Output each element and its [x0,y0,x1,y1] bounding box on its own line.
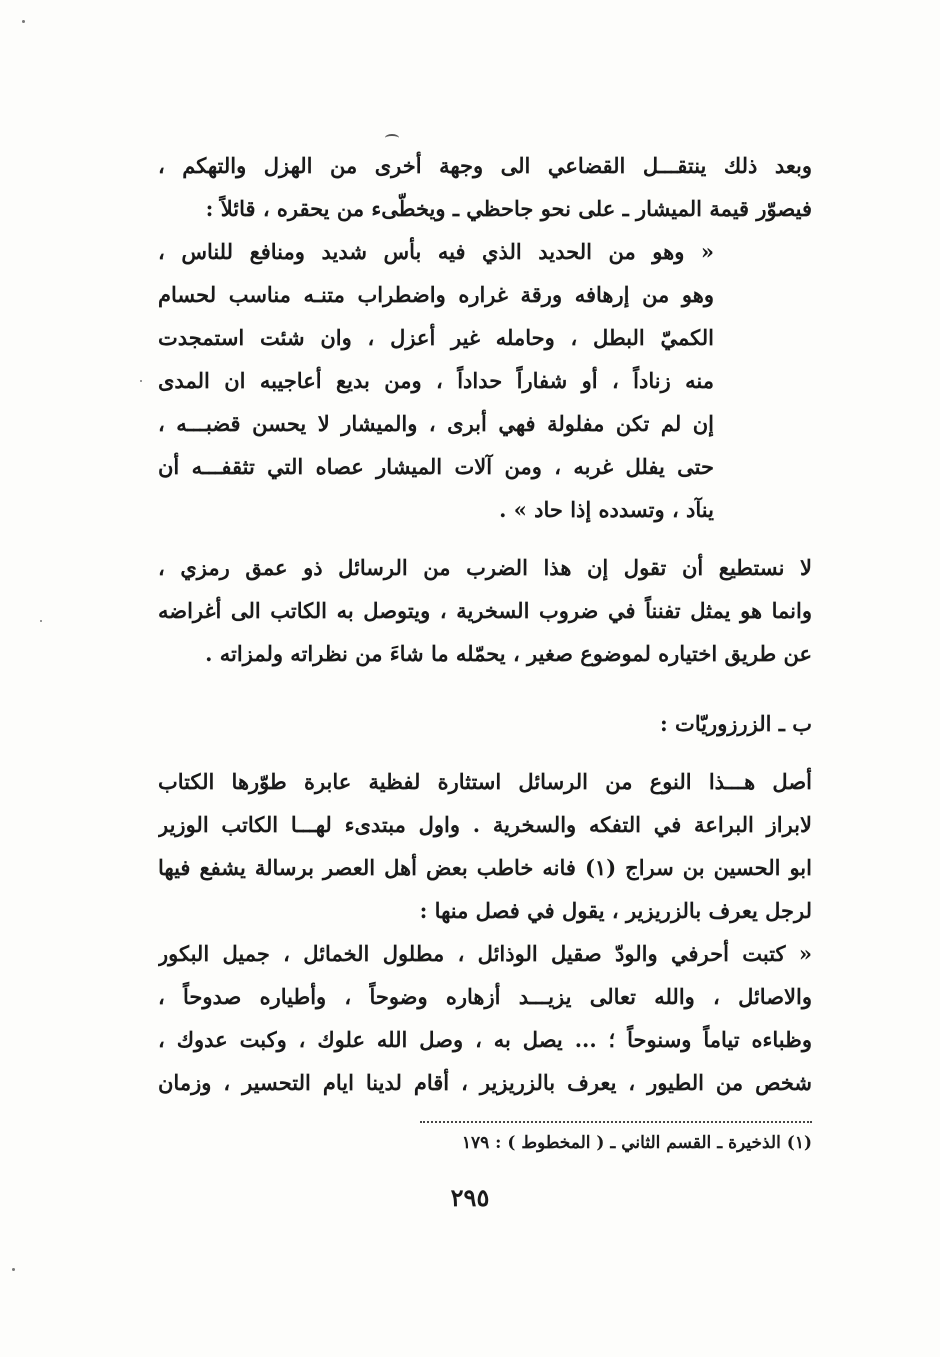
text-line: ابو الحسين بن سراج (١) فانه خاطب بعض أهل العصر برسالة يشفع فيها [158,855,812,880]
text-line: فيصوّر قيمة الميشار ـ على نحو جاحظي ـ ويخطّىء من يحقره ، قائلاً : [205,196,812,221]
text-line: والاصائل ، والله تعالى يزيـــد أزهاره وضوحاً ، وأطياره صدوحاً ، [158,984,812,1009]
text-line: لابراز البراعة في التفكه والسخرية . واول مبتدىء لهـــا الكاتب الوزير [158,812,812,837]
scan-speck [22,20,25,23]
text-line: إن لم تكن مفلولة فهي أبرى ، والميشار لا يحسن قضبـــه ، [158,411,714,436]
quotation-block [158,230,714,531]
text-line: « وهو من الحديد الذي فيه بأس شديد ومنافع للناس ، [158,239,714,264]
intro-paragraph [158,144,812,230]
scan-speck [40,620,42,622]
text-line: وانما هو يمثل تفنناً في ضروب السخرية ، ويتوصل به الكاتب الى أغراضه [158,598,812,623]
text-line: لرجل يعرف بالزريزير ، يقول في فصل منها : [419,898,812,923]
text-line: عن طريق اختياره لموضوع صغير ، يحمّله ما شاءَ من نظراته ولمزاته . [205,641,812,666]
text-line: وهو من إرهافه ورقة غراره واضطراب متنـه مناسب لحسام [158,282,714,307]
footnote: (١) الذخيرة ـ القسم الثاني ـ ( المخطوط ) : ١٧٩ [461,1133,812,1153]
commentary-paragraph [158,546,812,675]
footnote-divider [420,1121,812,1123]
scan-speck [140,380,142,382]
text-line: منه زناداً ، أو شفاراً حداداً ، ومن بديع أعاجيبه ان المدى [158,368,714,393]
text-line: أصل هـــذا النوع من الرسائل استثارة لفظية عابرة طوّرها الكتاب [158,769,812,794]
section-paragraph [158,760,812,932]
text-line: وظباءه تياماً وسنوحاً ؛ ... يصل به ، وصل الله علوك ، وكبت عدوك ، [158,1027,812,1052]
scan-speck [12,1268,15,1271]
text-line: « كتبت أحرفي والودّ صقيل الوذائل ، مطلول الخمائل ، جميل البكور [158,941,812,966]
text-line: وبعد ذلك ينتقـــل القضاعي الى وجهة أخرى من الهزل والتهكم ، [158,153,812,178]
text-line: الكميّ البطل ، وحامله غير أعزل ، وان شئت استمجدت [158,325,714,350]
scan-mark [385,134,399,142]
text-line: حتى يفلل غربه ، ومن آلات الميشار عصاه التي تثقفـــه أن [158,454,714,479]
section-heading: ب ـ الزرزوريّات : [659,711,812,736]
quotation-block [158,932,812,1104]
text-line: ينآد ، وتسدده إذا حاد » . [499,497,714,522]
text-line: لا نستطيع أن تقول إن هذا الضرب من الرسائل ذو عمق رمزي ، [158,555,812,580]
text-line: شخص من الطيور ، يعرف بالزريزير ، أقام لدينا ايام التحسير ، وزمان [158,1070,812,1095]
page-number: ٢٩٥ [450,1183,490,1212]
